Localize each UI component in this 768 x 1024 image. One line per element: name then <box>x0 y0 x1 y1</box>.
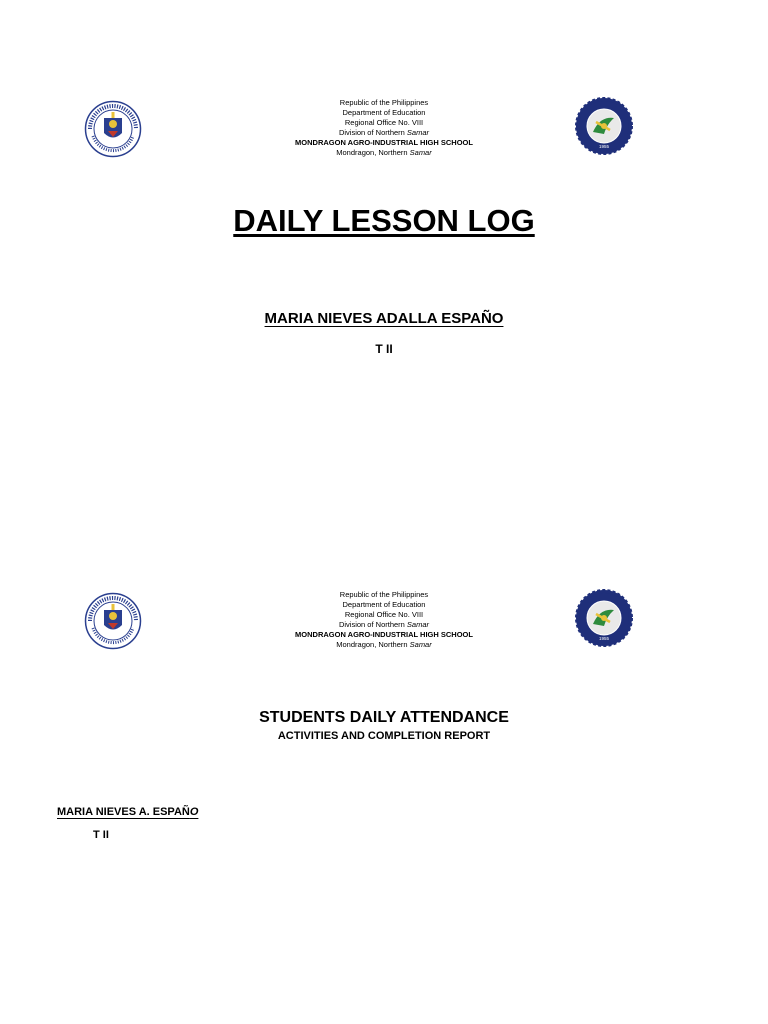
deped-seal-icon <box>84 592 142 650</box>
division-province: Samar <box>406 620 430 630</box>
address-text: Mondragon, Northern <box>336 148 410 158</box>
letterhead-header-2 <box>0 588 768 664</box>
address-province: Samar <box>409 148 432 158</box>
division-province: Samar <box>406 128 430 138</box>
letterhead-line-republic: Republic of the Philippines <box>339 98 429 107</box>
teacher-position-2: T II <box>93 829 109 841</box>
letterhead-line-department: Department of Education <box>342 600 426 610</box>
address-text: Mondragon, Northern <box>336 640 410 650</box>
letterhead-line-address <box>234 148 534 158</box>
letterhead-line-division <box>234 620 534 630</box>
seal-year: 1955 <box>598 636 610 641</box>
letterhead-line-region: Regional Office No. VIII <box>344 610 424 620</box>
letterhead-text <box>234 98 534 159</box>
teacher-name-short-text: MARIA NIEVES A. ESPAÑ <box>57 806 190 818</box>
teacher-position: T II <box>375 342 393 356</box>
letterhead-line-address <box>234 640 534 650</box>
division-text: Division of Northern <box>338 620 407 630</box>
letterhead-header-1 <box>0 96 768 172</box>
teacher-name-short <box>57 806 198 818</box>
page-subtitle: ACTIVITIES AND COMPLETION REPORT <box>277 730 491 742</box>
teacher-name-short-end: O <box>189 806 199 818</box>
deped-seal-icon <box>84 100 142 158</box>
letterhead-text <box>234 590 534 651</box>
letterhead-line-division <box>234 128 534 138</box>
seal-year: 1955 <box>598 144 610 149</box>
letterhead-line-republic: Republic of the Philippines <box>339 590 429 599</box>
letterhead-line-region: Regional Office No. VIII <box>344 118 424 128</box>
page-title-daily-lesson-log: DAILY LESSON LOG <box>233 203 535 238</box>
letterhead-school-name: MONDRAGON AGRO-INDUSTRIAL HIGH SCHOOL <box>295 630 473 640</box>
page-title-students-daily-attendance: STUDENTS DAILY ATTENDANCE <box>259 709 509 726</box>
letterhead-school-name: MONDRAGON AGRO-INDUSTRIAL HIGH SCHOOL <box>295 138 473 148</box>
school-gear-seal-icon <box>574 96 634 156</box>
teacher-name: MARIA NIEVES ADALLA ESPAÑO <box>264 310 504 327</box>
school-gear-seal-icon <box>574 588 634 648</box>
address-province: Samar <box>409 640 432 650</box>
letterhead-line-department: Department of Education <box>342 108 426 118</box>
division-text: Division of Northern <box>338 128 407 138</box>
